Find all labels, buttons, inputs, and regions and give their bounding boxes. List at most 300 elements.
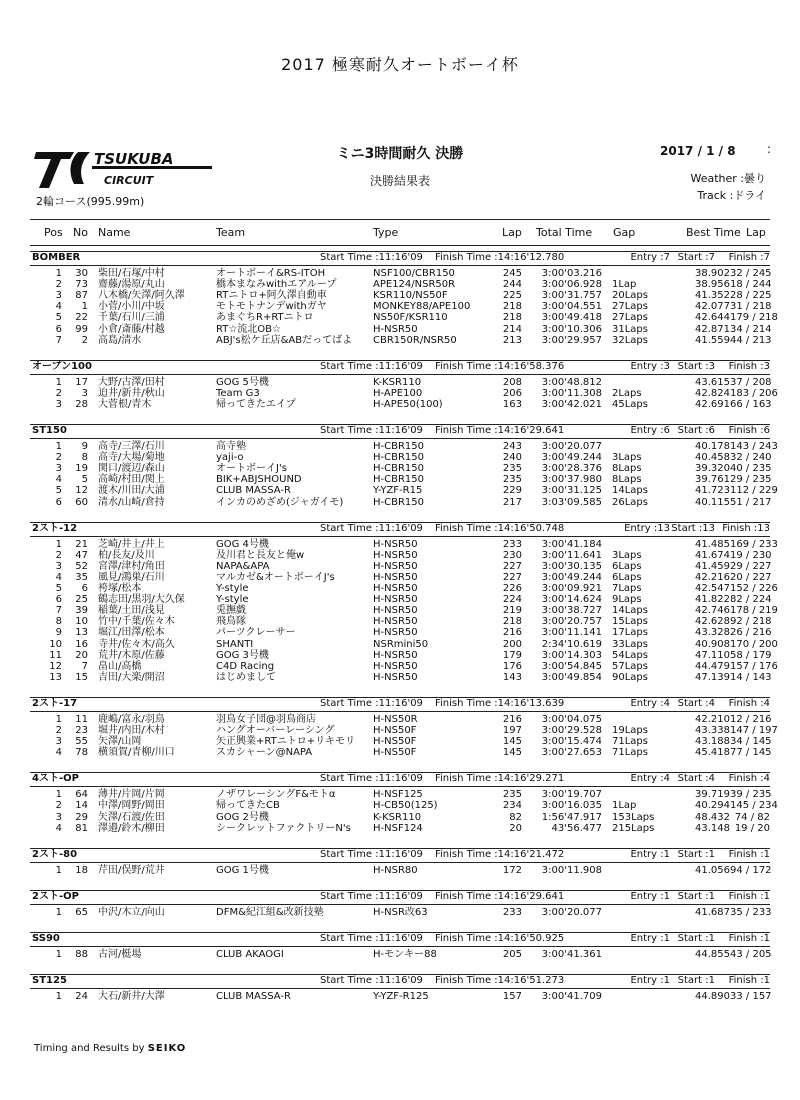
cell-team: GOG 4号機 [216,538,269,550]
cell-lap: 145 [502,747,522,759]
cell-blap: 34 / 214 [730,323,772,335]
cell-no: 17 [75,376,88,388]
cell-blap: 33 / 157 [730,991,772,1002]
cell-total: 3:00'20.077 [541,441,602,452]
cell-type: MONKEY88/APE100 [373,301,471,313]
cell-team: RT☆流北OB☆ [216,323,281,335]
cell-no: 39 [75,605,88,617]
cell-total: 3:00'38.727 [541,605,602,617]
cell-pos: 5 [55,312,62,324]
cell-name: 中澤/岡野/岡田 [98,800,165,812]
class-started: Start :13 [671,522,715,534]
cell-type: Y-YZF-R15 [373,485,423,497]
class-finished: Finish :4 [728,773,770,785]
cell-blap: 43 / 205 [730,948,772,960]
cell-no: 55 [75,736,88,748]
class-header-row [30,252,770,264]
cell-type: H-NSR50 [373,616,418,628]
cell-total: 3:00'31.125 [541,485,602,497]
cell-blap: 12 / 216 [730,713,772,725]
cell-total: 3:00'28.376 [541,463,602,475]
cell-name: 横須賀/青柳/川口 [98,747,175,759]
cell-gap: 45Laps [612,398,648,410]
header-rule-top [30,219,770,220]
cell-blap: 14 / 143 [730,671,772,683]
cell-best: 40.294 [695,800,730,812]
class-entry: Entry :6 [630,425,670,436]
class-finished: Finish :1 [728,848,770,860]
cell-total: 3:00'19.707 [541,789,602,801]
class-entry: Entry :1 [630,932,670,944]
cell-best: 43.148 [695,822,730,834]
cell-best: 42.824 [695,387,730,399]
cell-gap: 8Laps [612,474,642,486]
cell-best: 39.719 [695,789,730,801]
cell-type: APE124/NSR50R [373,279,456,291]
cell-best: 44.890 [695,991,730,1002]
cell-team: 矢正興業+RTニトロ+リキモリ [216,736,356,748]
cell-team: スカシャーン@NAPA [216,747,313,759]
cell-pos: 3 [55,736,62,748]
cell-lap: 205 [502,948,522,960]
cell-best: 41.822 [695,594,730,606]
cell-type: H-CBR150 [373,474,425,486]
cell-name: 矢澤/山岡 [98,736,142,748]
cell-gap: 26Laps [612,496,648,508]
result-row [30,949,770,961]
cell-name: 齋藤/湯原/丸山 [98,279,165,291]
cell-blap: 92 / 218 [730,616,772,628]
cell-blap: 19 / 230 [730,549,772,561]
cell-name: 鹿嶋/富永/羽鳥 [98,713,165,725]
class-entry: Entry :7 [630,252,670,263]
cell-no: 12 [75,485,88,497]
cell-type: NSRmini50 [373,638,429,650]
cell-best: 41.352 [695,290,730,302]
cell-pos: 7 [55,605,62,617]
cell-blap: 170 / 200 [730,638,778,650]
class-started: Start :6 [677,425,715,436]
cell-team: BIK+ABJSHOUND [216,474,302,486]
class-rule [30,374,770,375]
cell-lap: 145 [502,736,522,748]
cell-blap: 77 / 145 [730,747,772,759]
cell-no: 29 [75,811,88,823]
cell-type: H-NSF125 [373,789,423,801]
class-started: Start :3 [677,360,715,372]
cell-name: 柏/長友/及川 [98,549,155,561]
cell-total: 3:00'11.141 [541,627,602,639]
cell-pos: 1 [55,948,62,960]
logo-sub: CIRCUIT [104,174,154,187]
cell-blap: 44 / 213 [730,334,772,346]
cell-pos: 1 [55,789,62,801]
race-name: ミニ3時間耐久 決勝 [336,146,464,162]
cell-best: 43.328 [695,627,730,639]
seiko-logo: SEIKO [147,1043,187,1054]
class-finish-time: Finish Time :14:16'50.925 [435,932,565,944]
footer-prefix: Timing and Results by [34,1043,145,1054]
cell-total: 3:00'11.641 [541,549,602,561]
cell-blap: 179 / 218 [730,312,778,324]
cell-name: 堀井/内田/木村 [98,725,165,736]
class-name: 4スト-OP [32,773,79,785]
cell-lap: 235 [502,463,522,475]
cell-total: 2:34'10.619 [541,638,602,650]
cell-name: 高崎/村田/関上 [98,474,165,486]
class-entry: Entry :4 [630,697,670,709]
cell-total: 3:00'41.361 [541,948,602,960]
cell-team: 帰ってきたエイプ [216,398,296,410]
cup-title: 2017 極寒耐久オートボーイ杯 [281,55,519,74]
header-name: Name [98,226,131,239]
cell-no: 15 [75,671,88,683]
cell-best: 38.902 [695,268,730,279]
cell-total: 43'56.477 [551,822,602,834]
cell-team: あまぐちR+RTニトロ [216,312,314,324]
cell-name: 吉田/大楽/開沼 [98,671,165,683]
cell-team: 橋本まなみwithエアループ [216,279,337,291]
class-name: SS90 [32,932,60,944]
cell-gap: 20Laps [612,290,648,302]
cell-total: 3:00'54.845 [541,660,602,672]
footer [34,1043,186,1054]
cell-lap: 216 [502,627,522,639]
class-entry: Entry :1 [630,890,670,902]
cell-best: 47.110 [695,649,730,661]
cell-lap: 229 [502,485,522,497]
cell-name: 柴田/石塚/中村 [98,268,165,279]
result-row [30,907,770,919]
cell-blap: 94 / 172 [730,864,772,876]
cell-pos: 6 [55,496,62,508]
cell-best: 41.687 [695,906,730,918]
cell-total: 3:00'20.757 [541,616,602,628]
cell-pos: 5 [55,583,62,594]
cell-no: 25 [75,594,88,606]
result-row [30,991,770,1003]
cell-name: 高寺/大場/菊地 [98,452,165,464]
cell-best: 41.723 [695,485,730,497]
cell-blap: 32 / 245 [730,268,772,279]
cell-blap: 35 / 233 [730,906,772,918]
cell-lap: 235 [502,789,522,801]
cell-lap: 218 [502,312,522,324]
cell-blap: 58 / 179 [730,649,772,661]
cell-best: 40.178 [695,441,730,452]
class-started: Start :1 [677,975,715,986]
cell-lap: 213 [502,334,522,346]
cell-no: 20 [75,649,88,661]
cell-best: 40.115 [695,496,730,508]
cell-blap: 20 / 227 [730,571,772,583]
cell-no: 1 [81,301,88,313]
class-finished: Finish :4 [728,697,770,709]
cell-no: 9 [81,441,88,452]
class-started: Start :1 [677,932,715,944]
cell-pos: 4 [55,301,62,313]
cell-name: 芝崎/井上/井上 [98,538,165,550]
cell-gap: 15Laps [612,616,648,628]
cell-pos: 3 [55,560,62,572]
cell-pos: 8 [55,616,62,628]
header-rule-bottom [30,245,770,246]
class-name: 2スト-80 [32,848,78,860]
cell-blap: 82 / 224 [730,594,772,606]
cell-best: 42.746 [695,605,730,617]
cell-total: 3:00'15.474 [541,736,602,748]
cell-total: 3:00'49.854 [541,671,602,683]
class-start: Start Time :11:16'09 [320,425,423,436]
cell-pos: 6 [55,594,62,606]
class-finish-time: Finish Time :14:16'51.273 [435,975,565,986]
cell-type: H-NSF124 [373,822,423,834]
cell-no: 11 [75,713,88,725]
cell-gap: 32Laps [612,334,648,346]
cell-team: ノザワレーシングF&モトα [216,789,336,801]
cell-gap: 215Laps [612,822,655,834]
cell-total: 3:00'14.624 [541,594,602,606]
cell-lap: 225 [502,290,522,302]
cell-team: オートボーイ&RS-ITOH [216,268,326,279]
cell-team: マルカゼ&オートボーイJ's [216,571,335,583]
cell-no: 99 [75,323,88,335]
class-header-row [30,975,770,987]
class-started: Start :1 [677,890,715,902]
header-lap: Lap [502,226,522,239]
cell-lap: 197 [502,725,522,736]
class-header-row [30,425,770,437]
cell-team: 飛鳥隊 [216,616,246,628]
cell-lap: 227 [502,560,522,572]
cell-type: H-CBR150 [373,452,425,464]
cell-team: DFM&紀江組&改新技塾 [216,906,324,918]
cell-no: 81 [75,822,88,834]
cell-lap: 244 [502,279,522,291]
cell-lap: 217 [502,496,522,508]
cell-best: 44.479 [695,660,730,672]
cell-type: H-NSR50 [373,323,418,335]
class-entry: Entry :1 [630,848,670,860]
class-rule [30,438,770,439]
class-started: Start :4 [677,773,715,785]
cell-blap: 28 / 225 [730,290,772,302]
class-finish-time: Finish Time :14:16'29.641 [435,425,565,436]
cell-gap: 6Laps [612,560,642,572]
cell-name: 大石/新井/大澤 [98,991,165,1002]
column-header-row [30,227,770,239]
header-pos: Pos [44,226,63,239]
cell-name: 竹中/千葉/佐々木 [98,616,175,628]
cell-pos: 4 [55,747,62,759]
cell-best: 41.459 [695,560,730,572]
cell-total: 3:00'49.244 [541,452,602,464]
cell-total: 3:00'04.551 [541,301,602,313]
cell-no: 30 [75,268,88,279]
cell-team: NAPA&APA [216,560,270,572]
cell-no: 64 [75,789,88,801]
cell-name: 堀江/田澤/松本 [98,627,165,639]
cell-type: H-NSR80 [373,864,418,876]
cell-type: H-NSR50 [373,560,418,572]
cell-lap: 163 [502,398,522,410]
cell-gap: 153Laps [612,811,655,823]
cell-lap: 143 [502,671,522,683]
class-started: Start :1 [677,848,715,860]
cell-gap: 3Laps [612,452,642,464]
cell-type: K-KSR110 [373,376,422,388]
cell-no: 23 [75,725,88,736]
cell-no: 21 [75,538,88,550]
cell-gap: 27Laps [612,312,648,324]
cell-no: 10 [75,616,88,628]
cell-blap: 34 / 145 [730,736,772,748]
header-no: No [73,226,88,239]
cell-type: H-CB50(125) [373,800,438,812]
class-start: Start Time :11:16'09 [320,975,423,986]
cell-blap: 29 / 235 [730,474,772,486]
cell-lap: 208 [502,376,522,388]
cell-best: 42.077 [695,301,730,313]
header-total-time: Total Time [536,226,593,239]
class-rule [30,786,770,787]
cell-no: 3 [81,387,88,399]
cell-blap: 169 / 233 [730,538,778,550]
class-header-row [30,361,770,373]
cell-pos: 9 [55,627,62,639]
date-colon: : [767,142,772,156]
cell-total: 3:00'04.075 [541,713,602,725]
cell-no: 65 [75,906,88,918]
cell-type: H-NSR50 [373,627,418,639]
class-start: Start Time :11:16'09 [320,773,423,785]
cell-gap: 9Laps [612,594,642,606]
cell-blap: 157 / 176 [730,660,778,672]
cell-type: KSR110/NS50F [373,290,448,302]
class-name: 2スト-12 [32,522,78,534]
cell-blap: 145 / 234 [730,800,778,812]
class-finished: Finish :7 [728,252,770,263]
cell-name: 寺井/佐々木/高久 [98,638,175,650]
cell-name: 宮澤/津村/角田 [98,560,165,572]
cell-team: C4D Racing [216,660,275,672]
cell-total: 3:00'30.135 [541,560,602,572]
cell-pos: 3 [55,290,62,302]
cell-pos: 1 [55,991,62,1002]
track-condition: Track :ドライ [697,189,766,202]
class-name: 2スト-OP [32,890,79,902]
cell-gap: 57Laps [612,660,648,672]
cell-lap: 243 [502,441,522,452]
cell-team: オートボーイJ's [216,463,287,475]
cell-total: 3:00'09.921 [541,583,602,594]
cell-pos: 3 [55,398,62,410]
cell-pos: 11 [49,649,62,661]
class-header-row [30,891,770,903]
cell-best: 41.056 [695,864,730,876]
cell-team: 羽鳥女子団@羽鳥商店 [216,713,316,725]
cell-best: 41.485 [695,538,730,550]
course-label: 2輪コース(995.99m) [36,195,145,208]
class-finished: Finish :1 [728,890,770,902]
cell-gap: 2Laps [612,387,642,399]
cell-team: CLUB MASSA-R [216,991,291,1002]
cell-pos: 10 [49,638,62,650]
cell-no: 18 [75,864,88,876]
cell-best: 42.547 [695,583,730,594]
cell-pos: 2 [55,279,62,291]
class-rule [30,946,770,947]
cell-team: ABJ's松ケ丘店&ABだってばよ [216,334,353,346]
cell-total: 3:00'03.216 [541,268,602,279]
cell-blap: 152 / 226 [730,583,778,594]
class-finished: Finish :3 [728,360,770,372]
cell-best: 43.338 [695,725,730,736]
header-type: Type [373,226,399,239]
cell-type: Y-YZF-R125 [373,991,429,1002]
cell-pos: 4 [55,822,62,834]
header-best-time: Best Time [686,226,741,239]
cell-no: 35 [75,571,88,583]
subtitle: 決勝結果表 [369,174,430,188]
cell-name: 鶴志田/黒羽/大久保 [98,594,185,606]
cell-lap: 240 [502,452,522,464]
cell-best: 42.871 [695,323,730,335]
cell-pos: 2 [55,725,62,736]
cell-blap: 26 / 216 [730,627,772,639]
cell-team: モトモトナンデwithガヤ [216,301,327,313]
cell-pos: 2 [55,452,62,464]
cell-gap: 6Laps [612,571,642,583]
class-finish-time: Finish Time :14:16'12.780 [435,252,565,263]
cell-name: 小倉/斎藤/村越 [98,323,165,335]
class-finished: Finish :1 [728,932,770,944]
cell-lap: 172 [502,864,522,876]
cell-blap: 32 / 240 [730,452,772,464]
cell-lap: 233 [502,906,522,918]
cell-lap: 233 [502,538,522,550]
class-entry: Entry :1 [630,975,670,986]
cell-total: 1:56'47.917 [541,811,602,823]
cell-best: 45.418 [695,747,730,759]
cell-name: 芹田/俣野/荒井 [98,864,165,876]
cell-blap: 74 / 82 [734,811,770,823]
cell-pos: 1 [55,376,62,388]
cell-name: 八木橋/矢澤/阿久澤 [98,290,185,302]
cell-type: H-NSR50 [373,583,418,594]
cell-name: 荒井/木原/佐藤 [98,649,165,661]
cell-lap: 224 [502,594,522,606]
cell-name: 関口/渡辺/森山 [98,463,165,475]
cell-pos: 4 [55,571,62,583]
cell-blap: 39 / 235 [730,789,772,801]
cell-best: 42.644 [695,312,730,324]
result-row [30,747,770,759]
cell-name: 澤邉/鈴木/柳田 [98,822,165,834]
header-team: Team [216,226,246,239]
cell-lap: 157 [502,991,522,1002]
cell-type: NSF100/CBR150 [373,268,455,279]
cell-blap: 51 / 217 [730,496,772,508]
class-start: Start Time :11:16'09 [320,360,423,372]
cell-blap: 29 / 227 [730,560,772,572]
cell-type: H-NSR50 [373,594,418,606]
cell-type: CBR150R/NSR50 [373,334,457,346]
cell-blap: 183 / 206 [730,387,778,399]
cell-blap: 66 / 163 [730,398,772,410]
cell-pos: 2 [55,549,62,561]
cell-gap: 14Laps [612,605,648,617]
